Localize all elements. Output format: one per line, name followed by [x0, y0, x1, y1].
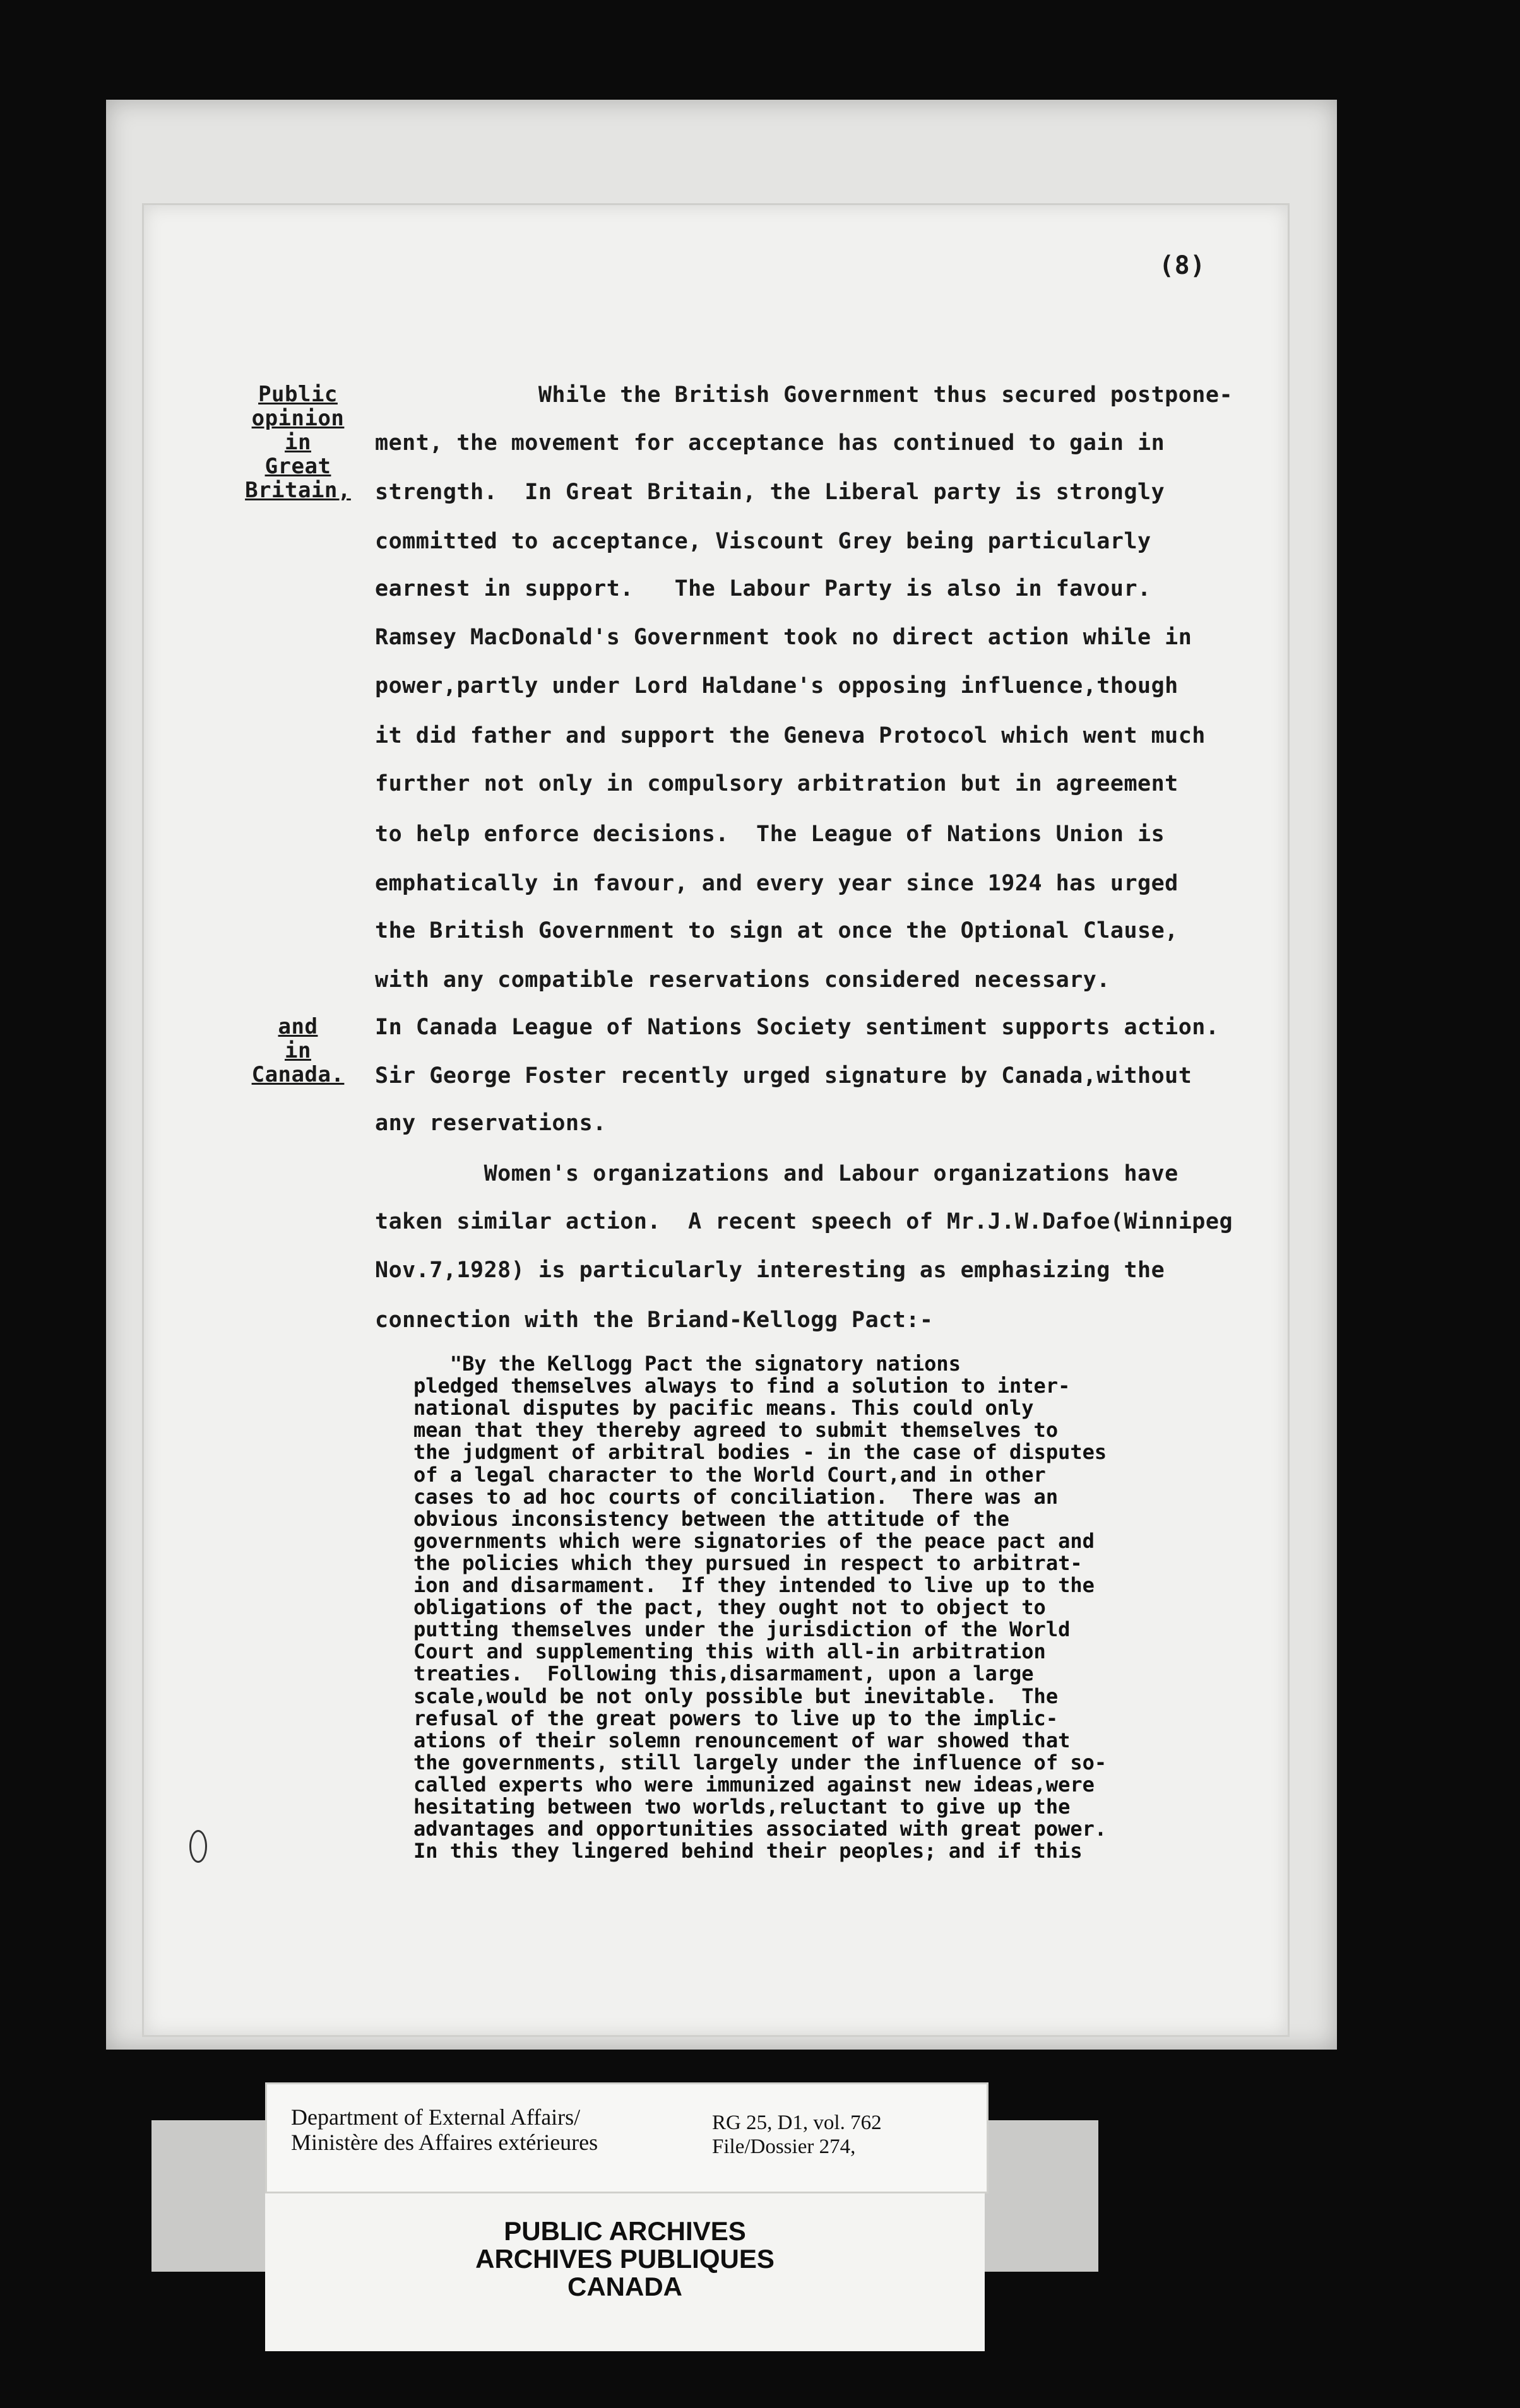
body-line: further not only in compulsory arbitration but in agreement	[375, 771, 1179, 796]
quote-line: "By the Kellogg Pact the signatory nations	[413, 1352, 961, 1376]
quote-line: hesitating between two worlds,reluctant to give up the	[413, 1795, 1071, 1819]
stamp-line-1: PUBLIC ARCHIVES	[504, 2216, 746, 2246]
file-reference: RG 25, D1, vol. 762 File/Dossier 274,	[712, 2111, 882, 2158]
body-line: Women's organizations and Labour organizations have	[375, 1161, 1179, 1186]
quote-line: pledged themselves always to find a solution to inter-	[413, 1374, 1071, 1398]
quote-line: mean that they thereby agreed to submit themselves to	[413, 1418, 1059, 1442]
quote-line: national disputes by pacific means. This could only	[413, 1396, 1034, 1420]
body-line: connection with the Briand-Kellogg Pact:-	[375, 1307, 934, 1333]
body-line: strength. In Great Britain, the Liberal party is strongly	[375, 480, 1165, 505]
body-line: earnest in support. The Labour Party is also in favour.	[375, 576, 1151, 601]
margin-note-great-britain: Public opinion in Great Britain,	[245, 382, 351, 503]
quote-line: obligations of the pact, they ought not to object to	[413, 1595, 1046, 1619]
body-line: ment, the movement for acceptance has continued to gain in	[375, 430, 1165, 456]
quote-line: advantages and opportunities associated with great power.	[413, 1817, 1107, 1841]
quote-line: refusal of the great powers to live up to the implic-	[413, 1706, 1059, 1730]
quote-line: the governments, still largely under the influence of so-	[413, 1750, 1107, 1774]
quote-line: the judgment of arbitral bodies - in the case of disputes	[413, 1440, 1107, 1464]
quote-line: treaties. Following this,disarmament, upon a large	[413, 1661, 1034, 1685]
quote-line: In this they lingered behind their peoples; and if this	[413, 1839, 1083, 1863]
margin-note-canada: and in Canada.	[251, 1014, 345, 1087]
body-line: taken similar action. A recent speech of Mr.J.W.Dafoe(Winnipeg	[375, 1209, 1233, 1234]
body-line: to help enforce decisions. The League of Nations Union is	[375, 822, 1165, 847]
body-line: the British Government to sign at once the Optional Clause,	[375, 918, 1179, 943]
body-line: In Canada League of Nations Society sentiment supports action.	[375, 1015, 1220, 1040]
archive-stamp	[265, 2193, 985, 2351]
quote-line: Court and supplementing this with all-in arbitration	[413, 1639, 1046, 1663]
body-line: power,partly under Lord Haldane's opposing influence,though	[375, 673, 1179, 699]
body-line: with any compatible reservations considered necessary.	[375, 967, 1110, 993]
quote-line: the policies which they pursued in respect to arbitrat-	[413, 1551, 1083, 1575]
page-number: (8)	[1159, 251, 1206, 280]
stamp-line-2: ARCHIVES PUBLIQUES	[475, 2244, 775, 2274]
archive-reference-label	[265, 2082, 989, 2193]
quote-line: governments which were signatories of the peace pact and	[413, 1529, 1095, 1553]
body-line: Ramsey MacDonald's Government took no direct action while in	[375, 625, 1192, 650]
body-line: Nov.7,1928) is particularly interesting as emphasizing the	[375, 1258, 1165, 1283]
quote-line: of a legal character to the World Court,and in other	[413, 1463, 1046, 1487]
stamp-line-3: CANADA	[567, 2272, 682, 2301]
department-label: Department of External Affairs/ Ministère des Affaires extérieures	[291, 2104, 598, 2155]
quote-line: called experts who were immunized against new ideas,were	[413, 1773, 1095, 1797]
quote-line: ations of their solemn renouncement of war showed that	[413, 1728, 1071, 1752]
body-line: While the British Government thus secured postpone-	[375, 382, 1233, 408]
quote-line: scale,would be not only possible but inevitable. The	[413, 1684, 1059, 1708]
stamp-text	[265, 2217, 985, 2301]
quote-line: obvious inconsistency between the attitude of the	[413, 1507, 1010, 1531]
quote-line: ion and disarmament. If they intended to live up to the	[413, 1573, 1095, 1597]
film-artifact-mark	[189, 1830, 207, 1863]
quote-line: cases to ad hoc courts of conciliation. There was an	[413, 1485, 1059, 1509]
body-line: it did father and support the Geneva Protocol which went much	[375, 723, 1206, 748]
body-line: any reservations.	[375, 1111, 607, 1136]
quote-line: putting themselves under the jurisdiction of the World	[413, 1617, 1071, 1641]
body-line: emphatically in favour, and every year since 1924 has urged	[375, 871, 1179, 896]
body-line: Sir George Foster recently urged signature by Canada,without	[375, 1063, 1192, 1089]
body-line: committed to acceptance, Viscount Grey being particularly	[375, 529, 1151, 554]
